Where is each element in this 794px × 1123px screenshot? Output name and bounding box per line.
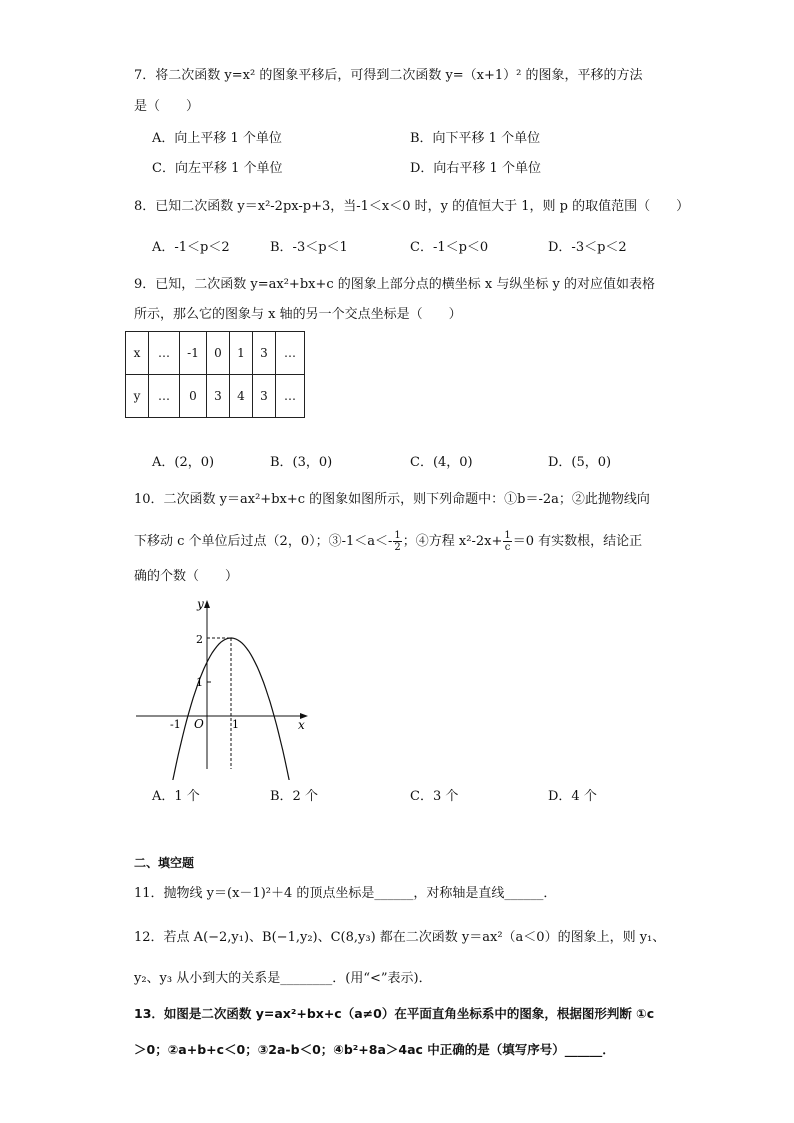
table-cell: 1 <box>230 332 253 375</box>
y-tick-label-2: 2 <box>196 633 203 646</box>
q10-option-b: B．2 个 <box>270 789 318 804</box>
q8-option-c: C．-1＜p＜0 <box>410 240 489 255</box>
q10-line2 <box>134 530 642 553</box>
q10-option-d: D．4 个 <box>548 789 597 804</box>
q10-line3: 确的个数（ ） <box>134 569 239 584</box>
q8-option-b: B．-3＜p＜1 <box>270 240 348 255</box>
table-row-y <box>126 375 305 418</box>
table-cell: … <box>149 375 180 418</box>
q13-line1: 13．如图是二次函数 y=ax²+bx+c（a≠0）在平面直角坐标系中的图象，根据图形判断 ①c <box>134 1006 655 1021</box>
q7-option-d: D．向右平移 1 个单位 <box>410 161 541 176</box>
q7-line2: 是（ ） <box>134 99 200 114</box>
q7-option-c: C．向左平移 1 个单位 <box>152 161 283 176</box>
q9-option-b: B．(3，0) <box>270 455 333 470</box>
fraction-denominator: 2 <box>394 542 401 553</box>
q12-line2: y₂、y₃ 从小到大的关系是________．(用“<”表示)． <box>134 971 432 986</box>
q7-line1: 7．将二次函数 y=x² 的图象平移后，可得到二次函数 y=（x+1）² 的图象，平移的方法 <box>134 68 643 83</box>
q10-line2-part-c: ＝0 有实数根，结论正 <box>512 534 643 549</box>
section-title: 二、填空题 <box>134 856 195 870</box>
q9-option-d: D．(5，0) <box>548 455 612 470</box>
q9-line1: 9．已知，二次函数 y=ax²+bx+c 的图象上部分点的横坐标 x 与纵坐标 y 的对应值如表格 <box>134 277 655 292</box>
q9-option-a: A．(2，0) <box>152 455 215 470</box>
q10-line2-part-a: 下移动 c 个单位后过点（2，0）；③-1＜a＜- <box>134 534 393 549</box>
fraction-numerator: 1 <box>394 530 401 541</box>
table-cell: x <box>126 332 149 375</box>
q8-option-d: D．-3＜p＜2 <box>548 240 627 255</box>
q13-line2: ＞0；②a+b+c＜0；③2a-b＜0；④b²+8a＞4ac 中正确的是（填写序号）______． <box>134 1042 615 1057</box>
table-cell: 0 <box>180 375 207 418</box>
table-cell: 3 <box>253 375 276 418</box>
value-table <box>125 331 305 418</box>
origin-label: O <box>194 717 204 731</box>
y-axis-arrow <box>204 600 210 608</box>
q8-line1: 8．已知二次函数 y＝x²-2px-p+3，当-1＜x＜0 时，y 的值恒大于 1，则 p 的取值范围（ ） <box>134 199 690 214</box>
table-cell: -1 <box>180 332 207 375</box>
q8-option-a: A．-1＜p＜2 <box>152 240 230 255</box>
table-cell: … <box>276 332 305 375</box>
table-cell: … <box>276 375 305 418</box>
q10-option-a: A．1 个 <box>152 789 200 804</box>
table-cell: … <box>149 332 180 375</box>
table-cell: y <box>126 375 149 418</box>
q11-text: 11．抛物线 y＝(x－1)²＋4 的顶点坐标是______，对称轴是直线______． <box>134 886 557 901</box>
table-row-x <box>126 332 305 375</box>
q9-option-c: C．(4，0) <box>410 455 473 470</box>
y-tick-label-1: 1 <box>196 676 203 689</box>
q10-line1: 10．二次函数 y＝ax²+bx+c 的图象如图所示，则下列命题中：①b＝-2a；②此抛物线向 <box>134 492 650 507</box>
parabola-graph <box>130 595 320 780</box>
q10-line2-part-b: ；④方程 x²-2x+ <box>402 534 503 549</box>
table-cell: 3 <box>207 375 230 418</box>
fraction-denominator: c <box>504 542 511 553</box>
x-tick-label-neg1: -1 <box>170 718 181 731</box>
q10-option-c: C．3 个 <box>410 789 459 804</box>
q10-fraction-one-over-c <box>503 530 511 553</box>
q10-fraction-half <box>393 530 401 553</box>
table-cell: 3 <box>253 332 276 375</box>
q12-line1: 12．若点 A(−2,y₁)、B(−1,y₂)、C(8,y₃) 都在二次函数 y＝ax²（a＜0）的图象上，则 y₁、 <box>134 930 666 945</box>
parabola-curve <box>170 638 320 780</box>
y-axis-label: y <box>197 597 204 611</box>
fraction-numerator: 1 <box>504 530 511 541</box>
table-cell: 0 <box>207 332 230 375</box>
x-tick-label-1: 1 <box>232 718 239 731</box>
q7-option-b: B．向下平移 1 个单位 <box>410 131 541 146</box>
table-cell: 4 <box>230 375 253 418</box>
q7-option-a: A．向上平移 1 个单位 <box>152 131 282 146</box>
q9-line2: 所示，那么它的图象与 x 轴的另一个交点坐标是（ ） <box>134 307 462 322</box>
x-axis-label: x <box>298 718 305 732</box>
